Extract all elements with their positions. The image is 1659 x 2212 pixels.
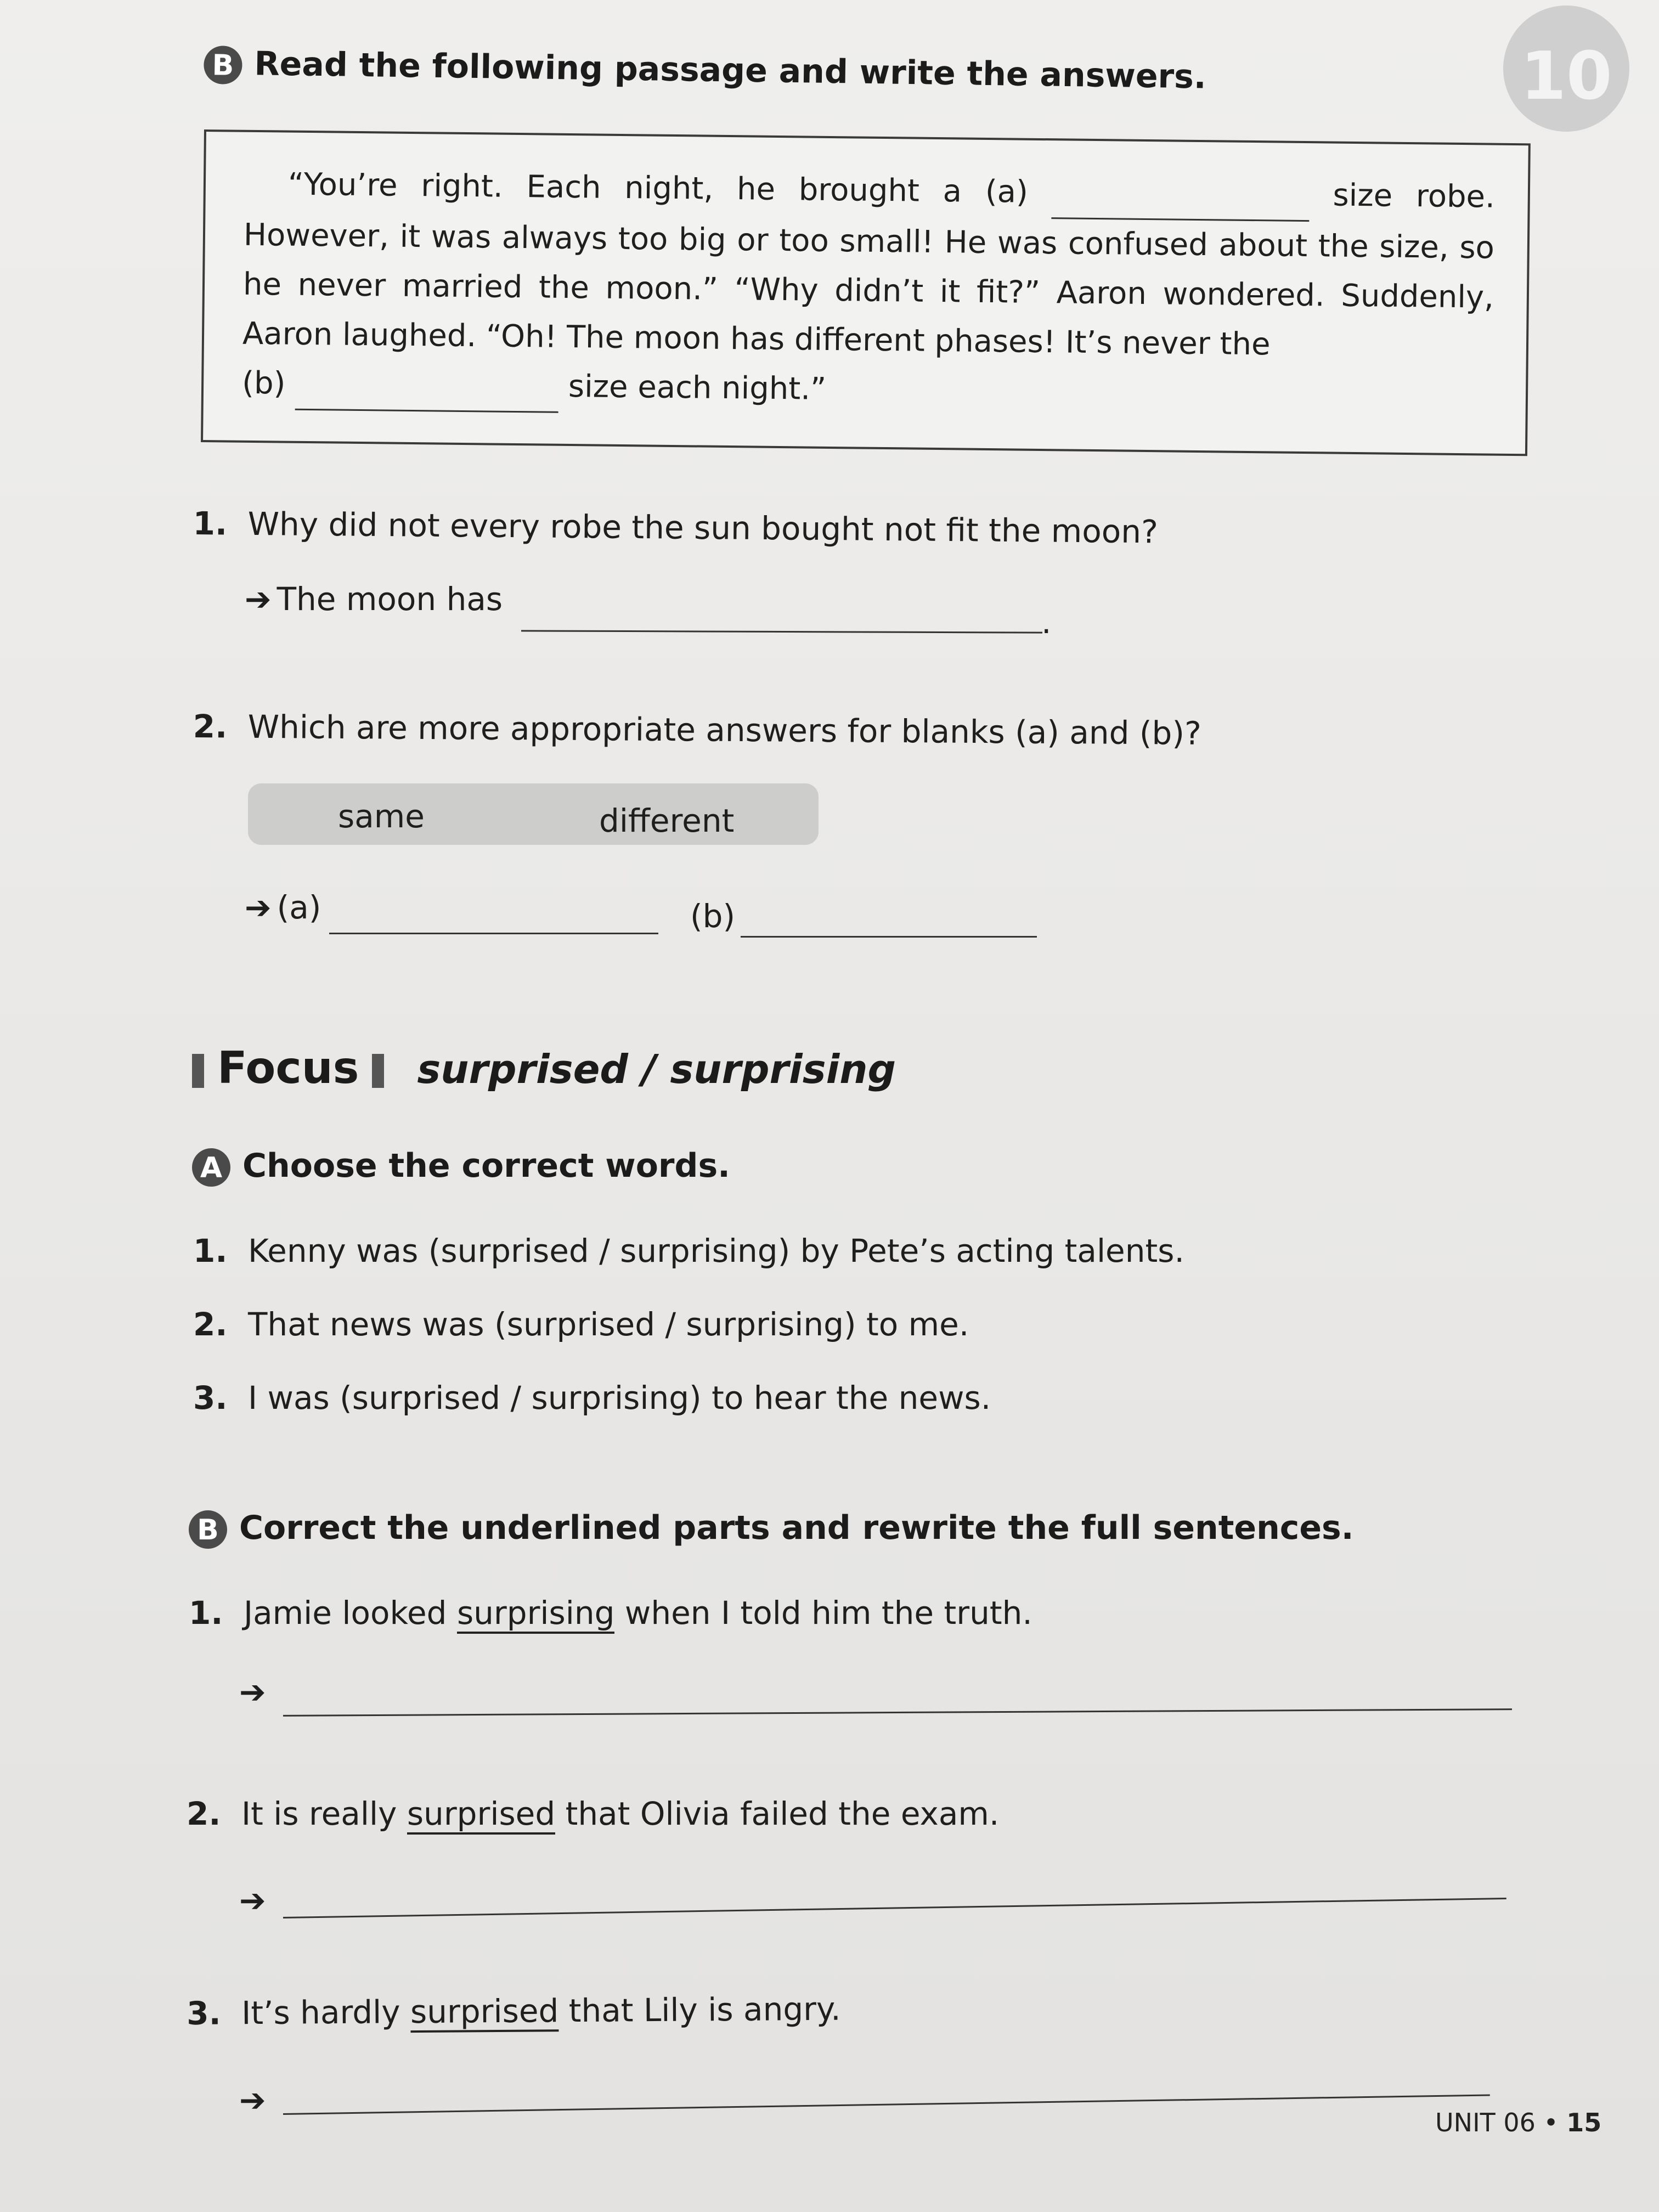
passage-body: However, it was always too big or too small! He was confused about the size, so he never married the moon.” “Why didn’t it fit?” Aaron wondered. Suddenly, Aaron laughed. “Oh! The moon has different phases! It’s never the	[242, 217, 1495, 363]
focus-bar-left	[192, 1054, 204, 1088]
correct-item-3-underlined: surprised	[410, 1992, 559, 2033]
correct-item-2-post: that Olivia failed the exam.	[555, 1795, 1000, 1832]
choose-item-3-text[interactable]: I was (surprised / surprising) to hear the news.	[248, 1379, 991, 1417]
choose-item-3	[193, 1379, 991, 1417]
rewrite-line-2[interactable]	[283, 1898, 1506, 1918]
focus-bar-right	[372, 1054, 384, 1088]
correct-item-1	[189, 1594, 1032, 1632]
word-bank	[248, 783, 819, 845]
choose-item-2	[193, 1306, 969, 1343]
choose-item-1-number: 1.	[193, 1232, 228, 1269]
section-b-correct-title	[189, 1509, 1354, 1549]
question-1-number: 1.	[193, 505, 228, 543]
arrow-icon: ➔	[245, 889, 272, 926]
section-letter-b: B	[204, 46, 242, 84]
correct-item-1-pre: Jamie looked	[244, 1594, 457, 1632]
passage-text	[242, 160, 1496, 372]
word-bank-option-different: different	[599, 802, 735, 839]
answer-line-q1[interactable]	[521, 630, 1042, 633]
correct-item-2	[187, 1795, 999, 1832]
correct-item-1-underlined: surprising	[457, 1594, 615, 1634]
page-footer	[1435, 2108, 1601, 2137]
correct-item-2-underlined: surprised	[407, 1795, 555, 1835]
question-1-text: Why did not every robe the sun bought not fit the moon?	[247, 505, 1159, 551]
question-1	[193, 505, 1158, 550]
correct-item-2-number: 2.	[187, 1795, 221, 1832]
question-1-answer	[245, 580, 503, 618]
choose-item-1	[193, 1232, 1184, 1269]
passage-last-end: size each night.”	[568, 368, 827, 407]
footer-bullet: •	[1543, 2108, 1559, 2137]
correct-item-1-post: when I told him the truth.	[614, 1594, 1032, 1632]
question-2	[193, 708, 1202, 752]
choose-item-2-number: 2.	[193, 1306, 228, 1343]
footer-unit: UNIT 06	[1435, 2108, 1536, 2137]
answer-label-a: (a)	[276, 889, 321, 926]
answer-label-b: (b)	[690, 898, 736, 935]
arrow-icon: ➔	[245, 580, 272, 618]
question-2-answer-a	[245, 889, 321, 926]
choose-item-3-number: 3.	[193, 1379, 228, 1417]
correct-item-1-number: 1.	[189, 1594, 223, 1632]
unit-badge: 10	[1503, 5, 1629, 132]
correct-item-3-pre: It’s hardly	[241, 1993, 411, 2032]
rewrite-arrow-3: ➔	[239, 2081, 266, 2119]
answer-prefix: The moon has	[276, 580, 503, 618]
choose-item-1-text[interactable]: Kenny was (surprised / surprising) by Pete’s acting talents.	[248, 1232, 1184, 1269]
focus-topic: surprised / surprising	[417, 1046, 896, 1092]
correct-item-3	[187, 1990, 841, 2032]
section-a-text: Choose the correct words.	[242, 1147, 730, 1185]
rewrite-line-1[interactable]	[283, 1708, 1512, 1717]
rewrite-line-3[interactable]	[283, 2094, 1490, 2115]
rewrite-arrow-2: ➔	[239, 1882, 266, 1919]
blank-a[interactable]	[1051, 168, 1310, 222]
answer-line-a[interactable]	[329, 933, 658, 934]
correct-item-3-number: 3.	[187, 1994, 221, 2032]
choose-item-2-text[interactable]: That news was (surprised / surprising) to me.	[248, 1306, 969, 1343]
section-b-reading-title	[204, 44, 1206, 98]
passage-line1-end: size robe.	[1333, 177, 1496, 215]
answer-line-b[interactable]	[741, 936, 1037, 938]
rewrite-arrow-1: ➔	[239, 1673, 266, 1711]
focus-heading	[192, 1042, 896, 1093]
section-b-reading-text: Read the following passage and write the answers.	[254, 44, 1207, 97]
word-bank-option-same: same	[338, 798, 425, 835]
page-number: 15	[1566, 2108, 1602, 2137]
correct-item-2-pre: It is really	[241, 1795, 407, 1832]
section-letter-a: A	[192, 1148, 230, 1187]
section-b-correct-text: Correct the underlined parts and rewrite the full sentences.	[239, 1509, 1354, 1547]
passage-box	[201, 129, 1531, 456]
question-2-number: 2.	[193, 708, 228, 746]
question-2-text: Which are more appropriate answers for blanks (a) and (b)?	[247, 708, 1202, 752]
passage-line1: “You’re right. Each night, he brought a (a)	[287, 166, 1029, 210]
blank-b[interactable]	[295, 359, 559, 413]
focus-label: Focus	[217, 1042, 359, 1093]
section-letter-b2: B	[189, 1510, 227, 1549]
section-a-title	[192, 1147, 730, 1187]
answer-period: .	[1041, 603, 1052, 641]
passage-b-label: (b)	[241, 365, 286, 402]
correct-item-3-post: that Lily is angry.	[558, 1990, 841, 2030]
